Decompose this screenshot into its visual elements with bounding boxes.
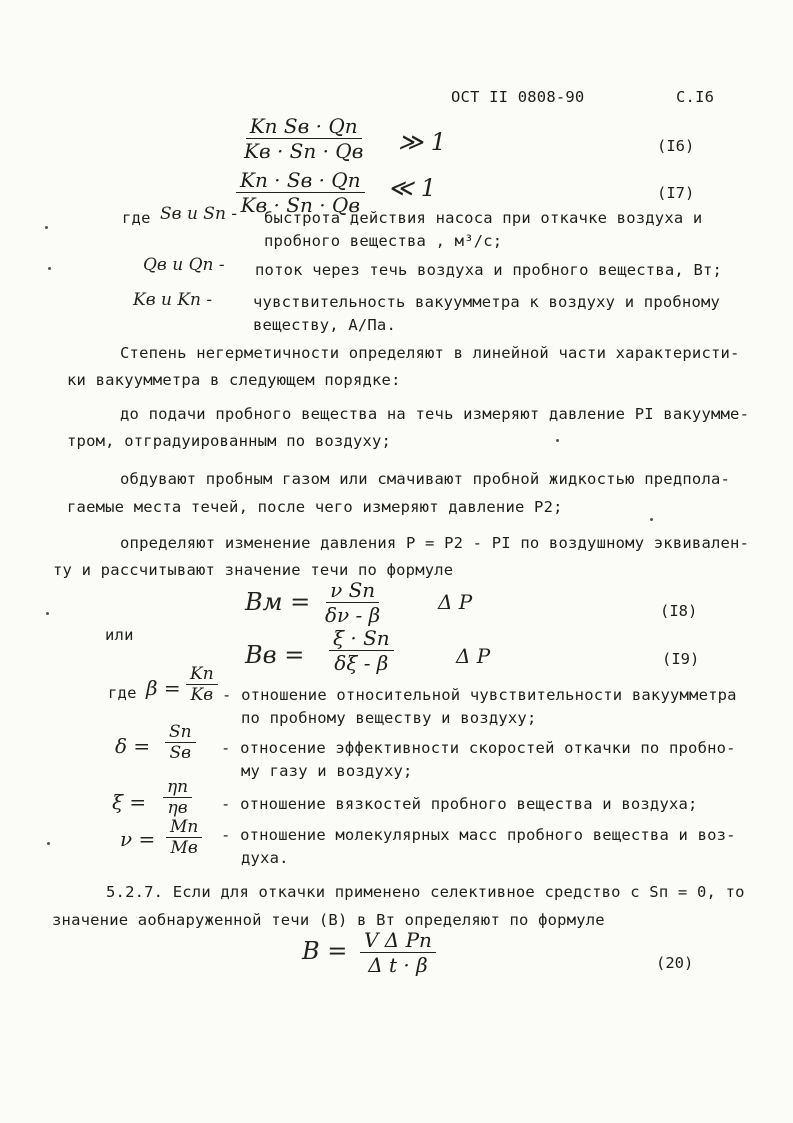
eq16-number: (I6) (657, 137, 695, 155)
eq16-denominator: Kв · Sп · Qв (244, 139, 364, 163)
eq17-denominator: Kв · Sп · Qв (240, 193, 360, 217)
beta-lhs: β = (146, 676, 181, 700)
q-definition: поток через течь воздуха и пробного вещества, Вт; (255, 261, 723, 279)
nu-numerator: Mп (166, 817, 202, 838)
paragraph-1-line2: ки вакуумметра в следующем порядке: (67, 371, 401, 389)
nu-denominator: Mв (170, 838, 198, 858)
eq16-relation: ≫ 1 (398, 128, 447, 156)
equation-16-fraction (240, 114, 367, 163)
page-number: С.I6 (676, 88, 715, 106)
scan-speck (650, 518, 653, 521)
xi-denominator: ηв (167, 798, 188, 818)
q-symbols: Qв и Qп - (143, 255, 225, 275)
beta-numerator: Kп (186, 664, 218, 685)
eq18-numerator: ν Sп (326, 578, 379, 603)
eq18-lhs: Bм = (245, 588, 311, 616)
eq18-tail: Δ P (438, 590, 473, 614)
eq18-denominator: δν - β (325, 603, 381, 627)
or-label: или (105, 626, 134, 644)
paragraph-2-line2: тром, отградуированным по воздуху; (67, 432, 392, 450)
delta-numerator: Sп (165, 722, 196, 743)
scan-speck (48, 267, 51, 270)
eq20-lhs: B = (302, 937, 348, 965)
delta-lhs: δ = (115, 734, 151, 758)
equation-18-fraction (321, 578, 384, 627)
xi-lhs: ξ = (112, 790, 147, 814)
xi-definition: - отношение вязкостей пробного вещества и воздуха; (221, 795, 698, 813)
eq17-number: (I7) (657, 184, 695, 202)
nu-fraction (166, 817, 202, 858)
paragraph-4-line1: определяют изменение давления P = P2 - PI по воздушному эквивален- (120, 534, 750, 552)
where-label-2: где (108, 684, 137, 702)
eq20-numerator: V Δ Pп (360, 928, 436, 953)
eq20-denominator: Δ t · β (368, 953, 428, 977)
beta-denominator: Kв (190, 685, 214, 705)
s-symbols: Sв и Sп - (160, 204, 238, 224)
beta-definition-line1: - отношение относительной чувствительности вакуумметра (222, 686, 737, 704)
paragraph-3-line2: гаемые места течей, после чего измеряют давление P2; (67, 498, 563, 516)
equation-20-fraction (360, 928, 436, 977)
paragraph-4-line2: ту и рассчитывают значение течи по формуле (53, 561, 454, 579)
nu-definition-line2: духа. (241, 849, 289, 867)
s-definition-line2: пробного вещества , м³/с; (264, 232, 503, 250)
eq17-relation: ≪ 1 (388, 174, 437, 202)
k-definition-line1: чувствительность вакуумметра к воздуху и пробному (253, 293, 721, 311)
where-label-1: где (122, 209, 151, 227)
eq19-tail: Δ P (456, 644, 491, 668)
scan-speck (47, 842, 50, 845)
k-definition-line2: веществу, А/Па. (253, 316, 396, 334)
nu-lhs: ν = (120, 827, 156, 851)
s-definition-line1: быстрота действия насоса при откачке воздуха и (264, 209, 703, 227)
beta-definition-line2: по пробному веществу и воздуху; (241, 709, 537, 727)
xi-numerator: ηп (163, 777, 192, 798)
delta-definition-line1: - относение эффективности скоростей откачки по пробно- (221, 739, 736, 757)
scan-speck (45, 226, 48, 229)
eq19-lhs: Bв = (245, 641, 305, 669)
k-symbols: Kв и Kп - (133, 290, 213, 310)
eq18-number: (I8) (660, 602, 698, 620)
scan-speck (46, 612, 49, 615)
eq19-denominator: δξ - β (334, 651, 389, 675)
eq19-number: (I9) (662, 650, 700, 668)
paragraph-3-line1: обдувают пробным газом или смачивают пробной жидкостью предпола- (120, 470, 731, 488)
delta-definition-line2: му газу и воздуху; (241, 762, 413, 780)
xi-fraction (163, 777, 192, 818)
equation-19-fraction (329, 626, 394, 675)
standard-number: ОСТ II 0808-90 (451, 88, 585, 106)
paragraph-1-line1: Степень негерметичности определяют в линейной части характеристи- (120, 344, 740, 362)
delta-denominator: Sв (169, 743, 192, 763)
nu-definition-line1: - отношение молекулярных масс пробного вещества и воз- (221, 826, 736, 844)
paragraph-2-line1: до подачи пробного вещества на течь измеряют давление PI вакуумме- (120, 405, 750, 423)
clause-527-line2: значение аобнаруженной течи (B) в Вт определяют по формуле (52, 911, 605, 929)
scan-speck (556, 439, 559, 442)
clause-527-line1: 5.2.7. Если для откачки применено селективное средство с Sп = 0, то (106, 883, 745, 901)
beta-fraction (186, 664, 218, 705)
eq16-numerator: Kп Sв · Qп (246, 114, 362, 139)
eq17-numerator: Kп · Sв · Qп (236, 168, 365, 193)
eq20-number: (20) (656, 954, 694, 972)
delta-fraction (165, 722, 196, 763)
eq19-numerator: ξ · Sп (329, 626, 394, 651)
